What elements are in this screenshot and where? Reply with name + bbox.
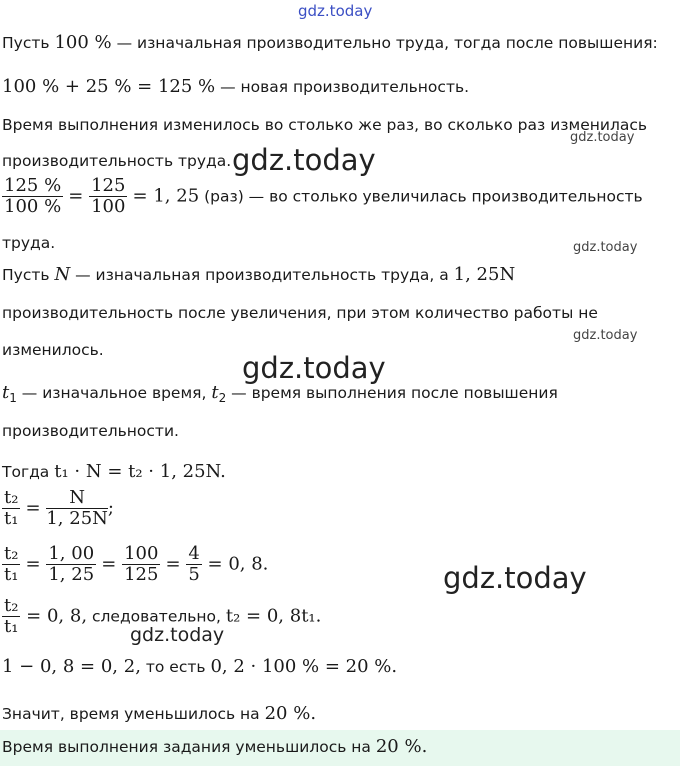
watermark-6: gdz.today <box>443 561 587 595</box>
line-5: труда. <box>2 234 56 252</box>
watermark-4: gdz.today <box>573 328 638 343</box>
watermark-2: gdz.today <box>232 143 376 177</box>
line-11: Тогда t₁ · N = t₂ · 1, 25N. <box>2 461 226 482</box>
line-10: производительности. <box>2 422 179 440</box>
fraction-125-100: $\frac{125}{100}$ <box>91 175 126 217</box>
line-2: 100 % + 25 % = 125 % — новая производительность. <box>2 76 470 97</box>
equation-1: $\frac{\text{t₂}}{\text{t₁}}$ = $\frac{N}{1, 25N}$ ; <box>4 487 114 529</box>
line-3: Время выполнения изменилось во столько же раз, во сколько раз изменилась <box>2 116 648 134</box>
fraction-line-1: $\frac{125 \%}{100 \%}$ = $\frac{125}{100}$ = 1, 25 (раз) — во столько увеличилась производительность <box>4 175 643 217</box>
equation-2: $\frac{\text{t₂}}{\text{t₁}}$ = $\frac{1, 00}{1, 25}$ = $\frac{100}{125}$ = $\frac{4}{5}$ = 0, 8. <box>4 543 269 585</box>
line-8: изменилось. <box>2 341 104 359</box>
watermark-top: gdz.today <box>298 2 373 20</box>
fraction-100-125-decimal: $\frac{1, 00}{1, 25}$ <box>48 543 95 585</box>
watermark-3: gdz.today <box>573 240 638 255</box>
fraction-t2-t1: $\frac{\text{t₂}}{\text{t₁}}$ <box>4 487 19 529</box>
line-1: Пусть 100 % — изначальная производительно труда, тогда после повышения: <box>2 32 658 53</box>
answer-line: Время выполнения задания уменьшилось на 20 %. <box>2 736 428 757</box>
fraction-t2-t1: $\frac{\text{t₂}}{\text{t₁}}$ <box>4 595 19 637</box>
line-9: $t_1$ — изначальное время, $t_2$ — время выполнения после повышения <box>2 382 558 405</box>
fraction-125-100-percent: $\frac{125 \%}{100 \%}$ <box>4 175 62 217</box>
watermark-1: gdz.today <box>570 130 635 145</box>
fraction-4-5: $\frac{4}{5}$ <box>188 543 200 585</box>
fraction-100-125: $\frac{100}{125}$ <box>124 543 159 585</box>
line-13: Значит, время уменьшилось на 20 %. <box>2 703 317 724</box>
line-7: производительность после увеличения, при этом количество работы не <box>2 304 598 322</box>
line-12: 1 − 0, 8 = 0, 2, то есть 0, 2 · 100 % = 20 %. <box>2 656 398 677</box>
line-6: Пусть N — изначальная производительность труда, а 1, 25N <box>2 264 516 285</box>
fraction-t2-t1: $\frac{\text{t₂}}{\text{t₁}}$ <box>4 543 19 585</box>
watermark-7: gdz.today <box>130 624 225 646</box>
watermark-5: gdz.today <box>242 351 386 385</box>
fraction-n-125n: $\frac{N}{1, 25N}$ <box>46 487 108 529</box>
line-4: производительность труда. <box>2 152 232 170</box>
equation-3: $\frac{\text{t₂}}{\text{t₁}}$ = 0, 8, следовательно, t₂ = 0, 8t₁. <box>4 595 322 637</box>
